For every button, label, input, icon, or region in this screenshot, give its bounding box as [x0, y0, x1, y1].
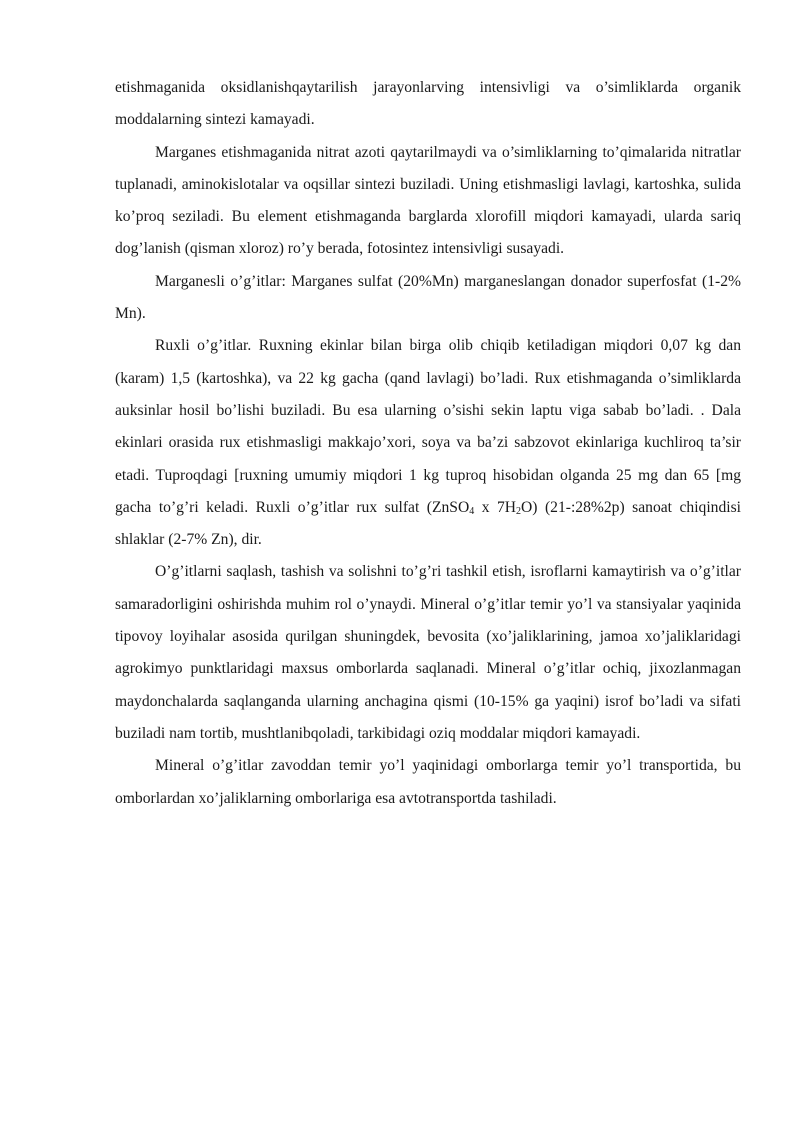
paragraph-1: etishmaganida oksidlanishqaytarilish jarayonlarving intensivligi va o’simliklarda organik moddalarning sintezi kamayadi.: [115, 79, 741, 129]
paragraph-2: Marganes etishmaganida nitrat azoti qaytarilmaydi va o’simliklarning to’qimalarida nitratlar tuplanadi, aminokislotalar va oqsillar sintezi buziladi. Uning etishmasligi lavlagi, kartoshka, sulida ko’proq seziladi. Bu element etishmaganda barglarda xlorofill miqdori kamayadi, ularda sariq dog’lanish (qisman xloroz) ro’y berada, fotosintez intensivligi susayadi.: [115, 143, 741, 258]
formula-subscript-4: 4: [469, 505, 475, 517]
paragraph-5: O’g’itlarni saqlash, tashish va solishni to’g’ri tashkil etish, isroflarni kamaytirish va o’g’itlar samaradorligini oshirishda muhim rol o’ynaydi. Mineral o’g’itlar temir yo’l va stansiyalar yaqinida tipovoy loyihalar asosida qurilgan shuningdek, bevosita (xo’jaliklarining, jamoa xo’jaliklaridagi agrokimyo punktlaridagi maxsus omborlarda saqlanadi. Mineral o’g’itlar ochiq, jixozlanmagan maydonchalarda saqlanganda ularning anchagina qismi (10-15% ga yaqini) isrof bo’ladi va sifati buziladi nam tortib, mushtlanibqoladi, tarkibidagi oziq moddalar miqdori kamayadi.: [115, 563, 741, 742]
paragraph-4: [115, 330, 741, 556]
formula-subscript-2: 2: [516, 505, 522, 517]
paragraph-4-text: Ruxli o’g’itlar. Ruxning ekinlar bilan birga olib chiqib ketiladigan miqdori 0,07 kg dan (karam) 1,5 (kartoshka), va 22 kg gacha (qand lavlagi) bo’ladi. Rux etishmaganda o’simliklarda auksinlar hosil bo’lishi buziladi. Bu esa ularning o’sishi sekin laptu viga sabab bo’ladi. . Dala ekinlari orasida rux etishmasligi makkajo’xori, soya va ba’zi sabzovot ekinlariga kuchliroq ta’sir etadi. Tuproqdagi [ruxning umumiy miqdori 1 kg tuproq hisobidan olganda 25 mg dan 65 [mg gacha to’g’ri keladi. Ruxli o’g’itlar rux sulfat (ZnSO: [115, 337, 741, 516]
formula-mid: x 7H: [474, 498, 517, 516]
paragraph-6: Mineral o’g’itlar zavoddan temir yo’l yaqinidagi omborlarga temir yo’l transportida, bu omborlardan xo’jaliklarning omborlariga esa avtotransportda tashiladi.: [115, 757, 741, 807]
paragraph-3: Marganesli o’g’itlar: Marganes sulfat (20%Mn) marganeslangan donador superfosfat (1-2% Mn).: [115, 272, 741, 323]
paragraph-4-tail: O) (21-:28%2p) sanoat chiqindisi shlaklar (2-7% Zn), dir.: [115, 498, 741, 549]
body-text: [115, 72, 741, 815]
